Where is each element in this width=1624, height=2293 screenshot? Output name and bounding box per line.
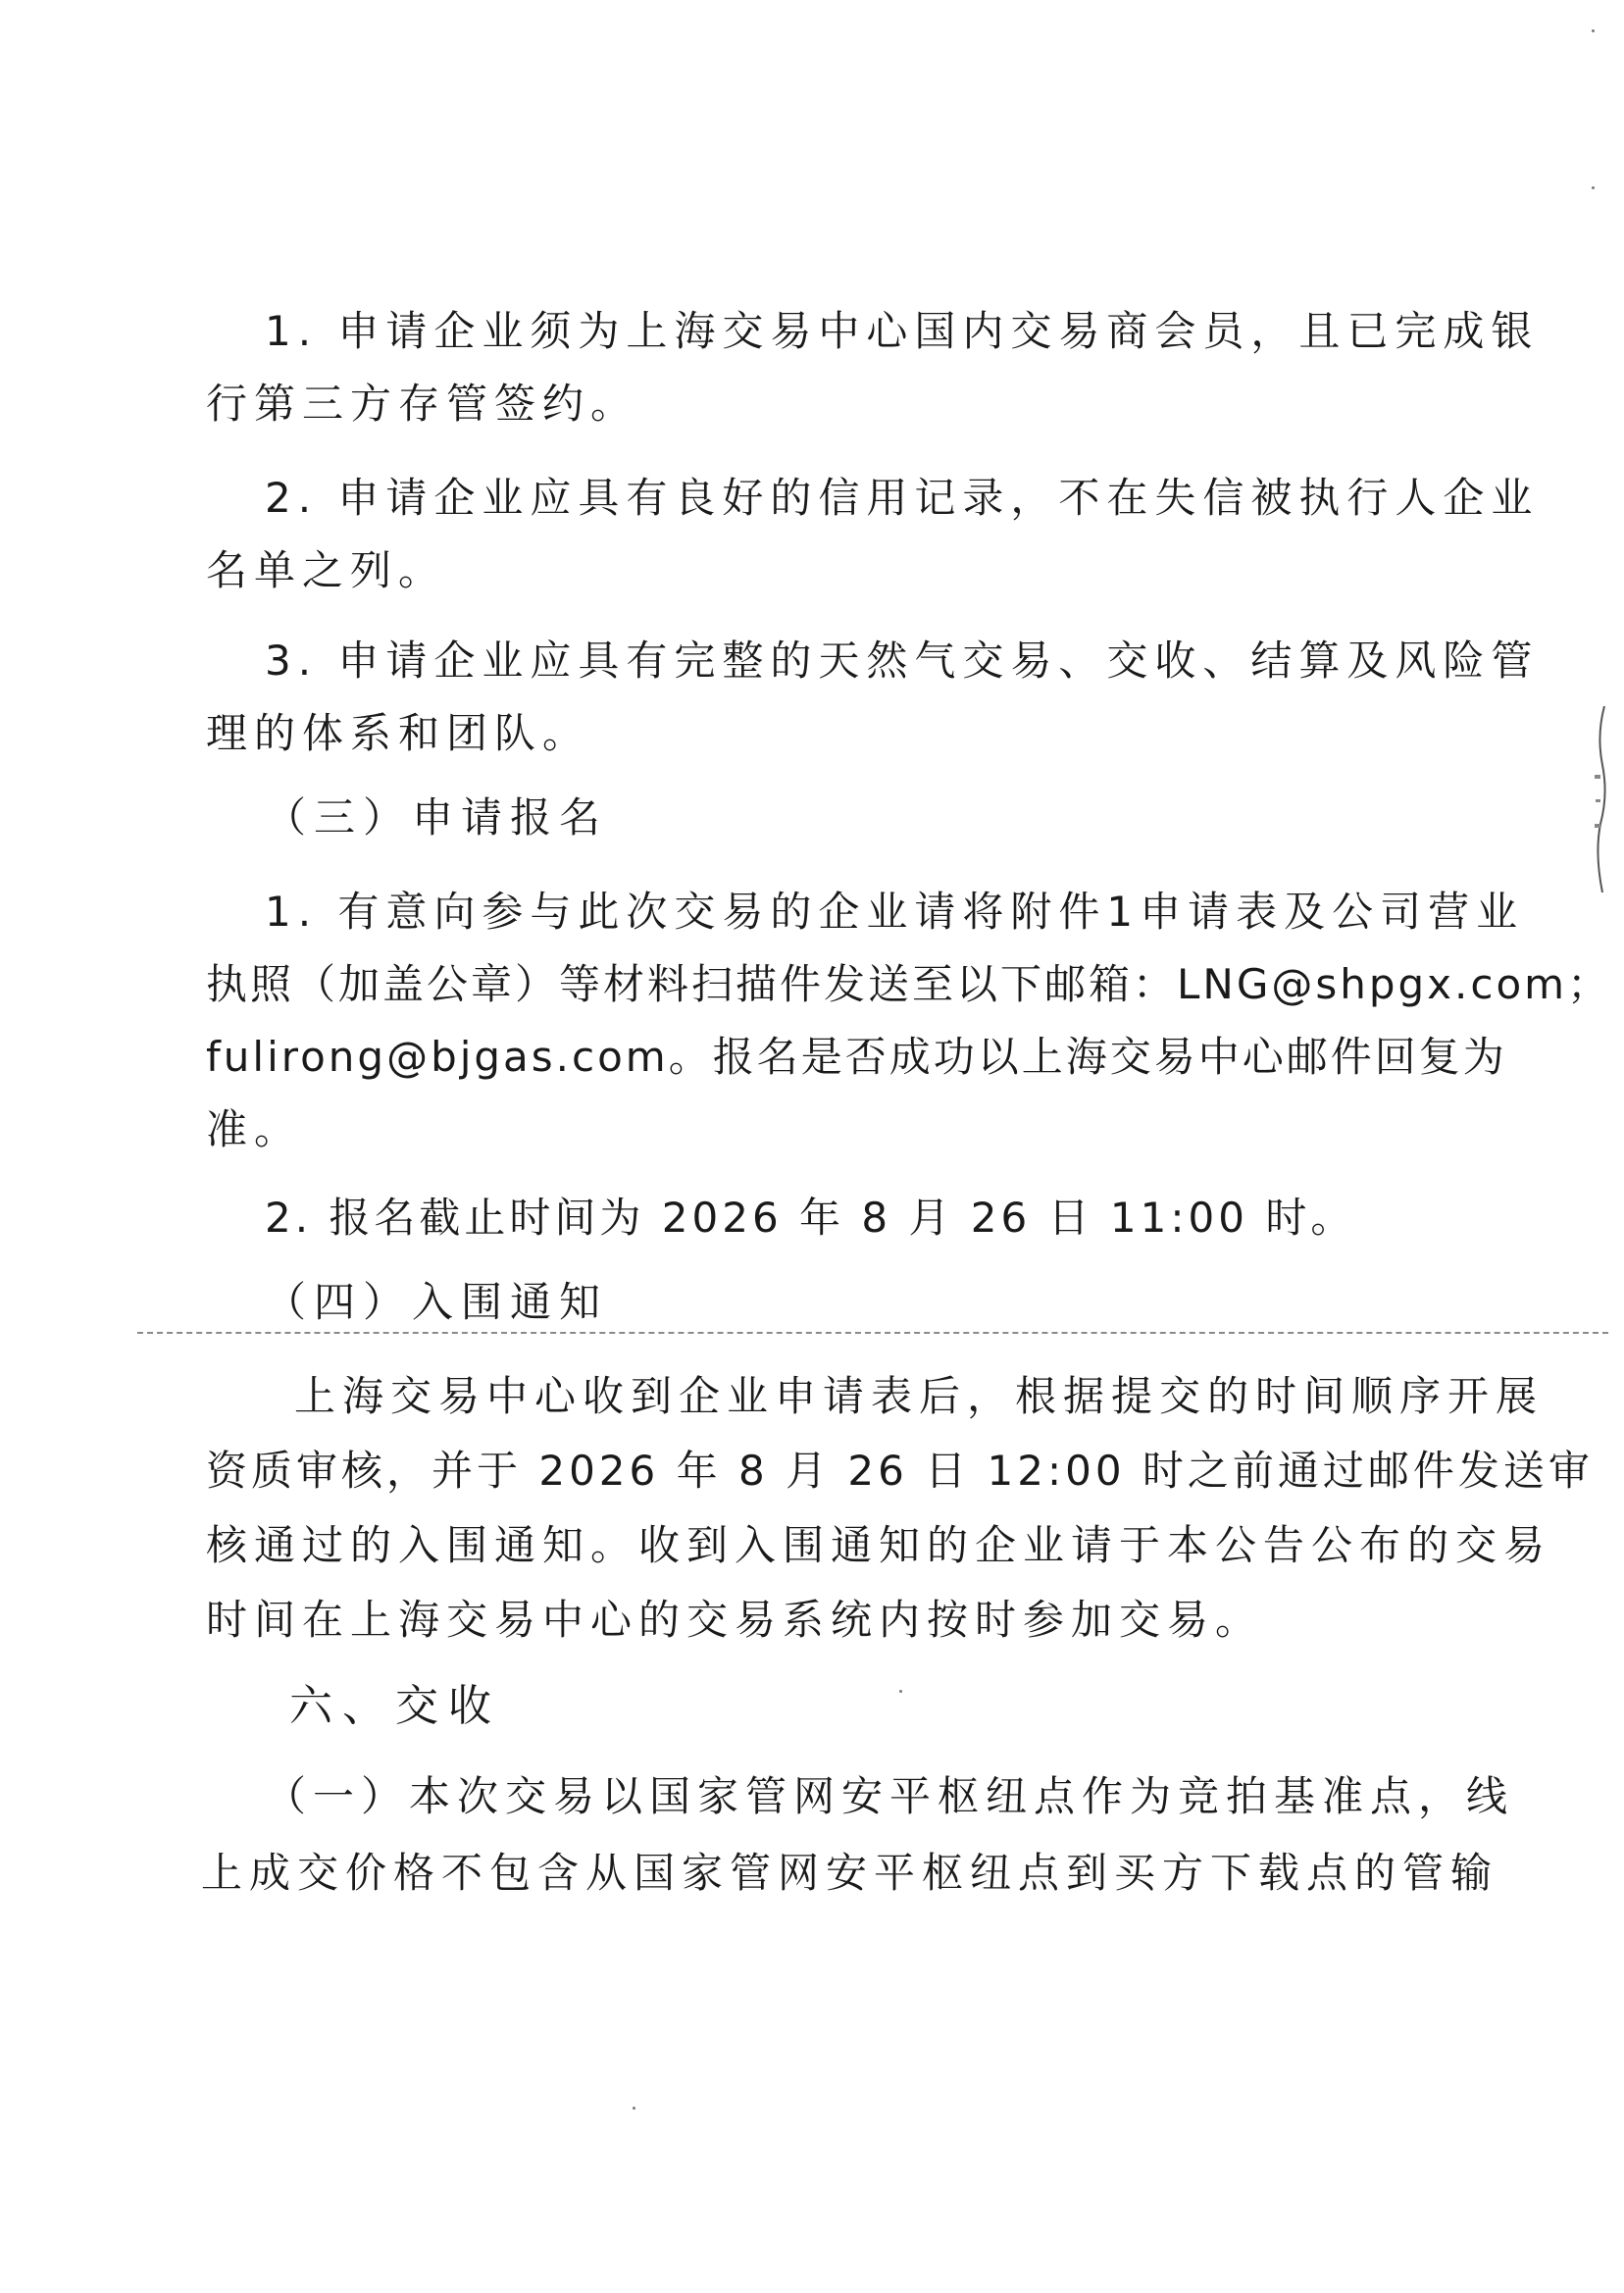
section-delivery-heading: 六、交收 [289,1681,501,1731]
requirement-2-line-2: 名单之列。 [206,546,447,594]
scan-edge-mark [1593,706,1610,892]
apply-2-line-1: 2. 报名截止时间为 2026 年 8 月 26 日 11:00 时。 [265,1194,1356,1242]
scan-speck [899,1690,902,1693]
scan-speck [1592,186,1595,189]
notice-line-3: 核通过的入围通知。收到入围通知的企业请于本公告公布的交易 [206,1521,1552,1569]
delivery-1-line-1: （一）本次交易以国家管网安平枢纽点作为竞拍基准点，线 [265,1772,1515,1820]
notice-line-2: 资质审核，并于 2026 年 8 月 26 日 12:00 时之前通过邮件发送审 [206,1447,1594,1495]
subsection-notice-heading: （四）入围通知 [265,1278,609,1326]
scan-speck [633,2107,635,2110]
subsection-apply-heading: （三）申请报名 [265,793,609,841]
delivery-1-line-2: 上成交价格不包含从国家管网安平枢纽点到买方下载点的管输 [201,1849,1499,1897]
requirement-3-line-2: 理的体系和团队。 [206,709,591,757]
requirement-1-line-2: 行第三方存管签约。 [206,380,639,428]
requirement-1-line-1: 1. 申请企业须为上海交易中心国内交易商会员，且已完成银 [265,307,1540,355]
requirement-2-line-1: 2. 申请企业应具有良好的信用记录，不在失信被执行人企业 [265,474,1540,522]
scan-speck [1592,29,1595,32]
notice-line-1: 上海交易中心收到企业申请表后，根据提交的时间顺序开展 [294,1372,1545,1420]
requirement-3-line-1: 3. 申请企业应具有完整的天然气交易、交收、结算及风险管 [265,637,1540,685]
apply-1-line-1: 1. 有意向参与此次交易的企业请将附件1申请表及公司营业 [265,888,1525,936]
apply-1-line-2: 执照（加盖公章）等材料扫描件发送至以下邮箱：LNG@shpgx.com； [206,960,1612,1008]
notice-line-4: 时间在上海交易中心的交易系统内按时参加交易。 [206,1596,1264,1644]
apply-1-line-4: 准。 [206,1105,303,1153]
apply-1-line-3: fulirong@bjgas.com。报名是否成功以上海交易中心邮件回复为 [206,1033,1507,1081]
scan-divider-line [137,1332,1608,1334]
